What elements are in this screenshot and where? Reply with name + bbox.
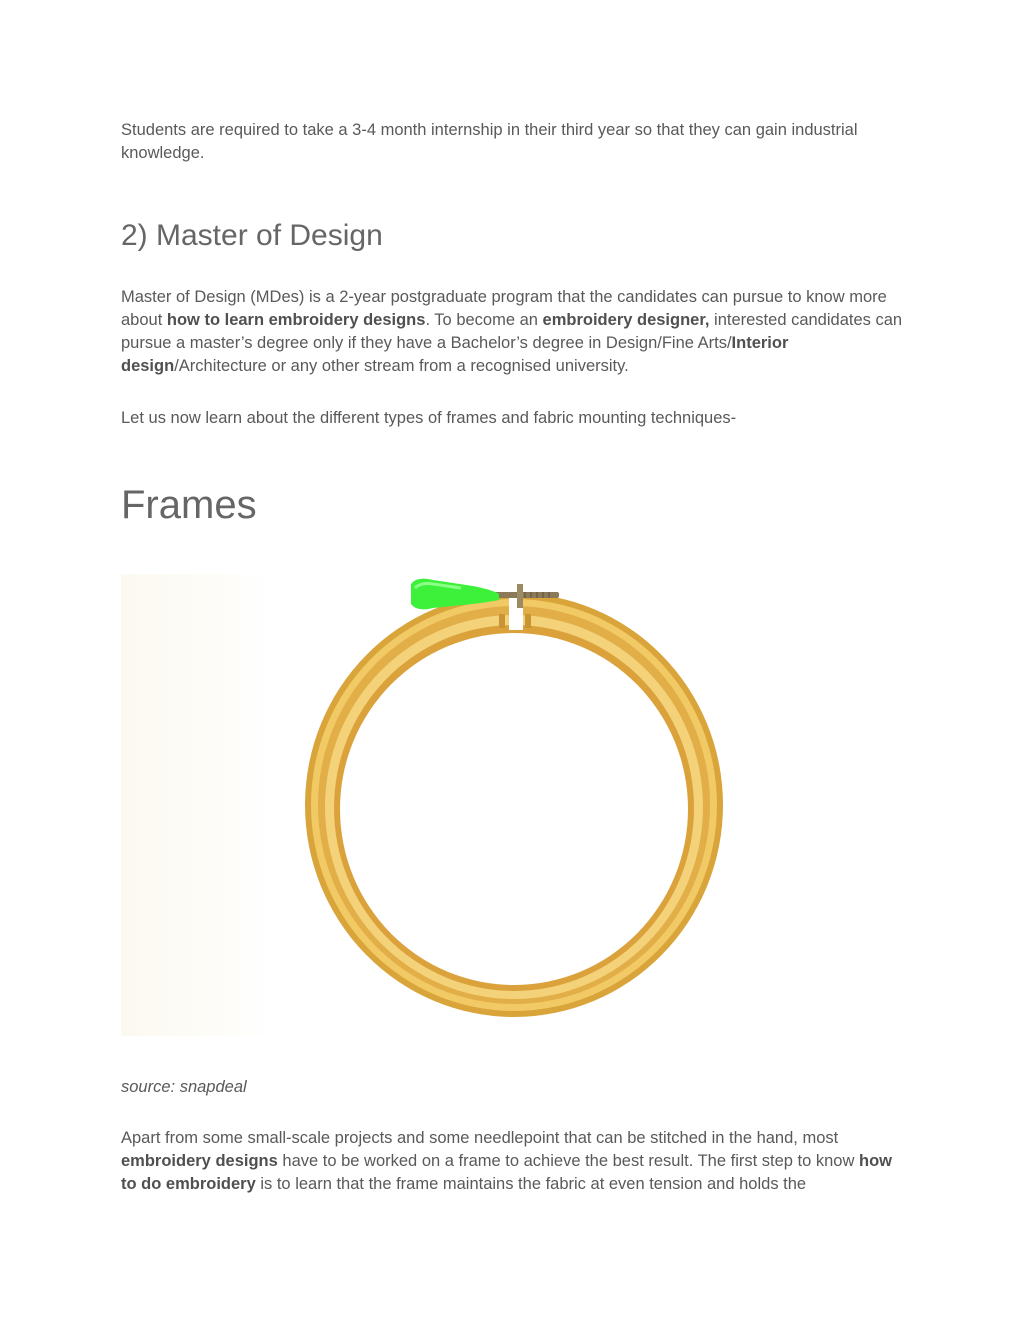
image-caption: source: snapdeal: [121, 1078, 247, 1096]
text-run: have to be worked on a frame to achieve the best result. The first step to know: [277, 1152, 859, 1170]
keyword-link: Interior design: [121, 334, 789, 375]
text-run: interested candidates can pursue a master’s degree only if they have a Bachelor’s degree in Design/Fine Arts/: [121, 311, 903, 352]
keyword-link: embroidery designer,: [542, 311, 710, 329]
frames-paragraph: [121, 1127, 911, 1196]
keyword-link: embroidery designs: [121, 1152, 278, 1170]
transition-paragraph: Let us now learn about the different types of frames and fabric mounting techniques-: [121, 409, 737, 427]
master-of-design-paragraph: [121, 286, 911, 378]
intro-paragraph: Students are required to take a 3-4 month internship in their third year so that they can gain industrial knowledge.: [121, 121, 858, 162]
keyword-link: how to do embroidery: [121, 1152, 892, 1193]
embroidery-hoop-icon: [121, 574, 741, 1036]
text-run: is to learn that the frame maintains the fabric at even tension and holds the: [255, 1175, 807, 1193]
text-run: /Architecture or any other stream from a recognised university.: [174, 357, 629, 375]
embroidery-hoop-image: [121, 574, 741, 1036]
text-run: . To become an: [425, 311, 543, 329]
master-of-design-heading: 2) Master of Design: [121, 219, 383, 252]
keyword-link: how to learn embroidery designs: [166, 311, 426, 329]
text-run: Master of Design (MDes) is a 2-year postgraduate program that the candidates can pursue to know more about: [121, 288, 887, 329]
frames-heading: Frames: [121, 483, 257, 527]
text-run: Apart from some small-scale projects and some needlepoint that can be stitched in the hand, most: [121, 1129, 839, 1147]
